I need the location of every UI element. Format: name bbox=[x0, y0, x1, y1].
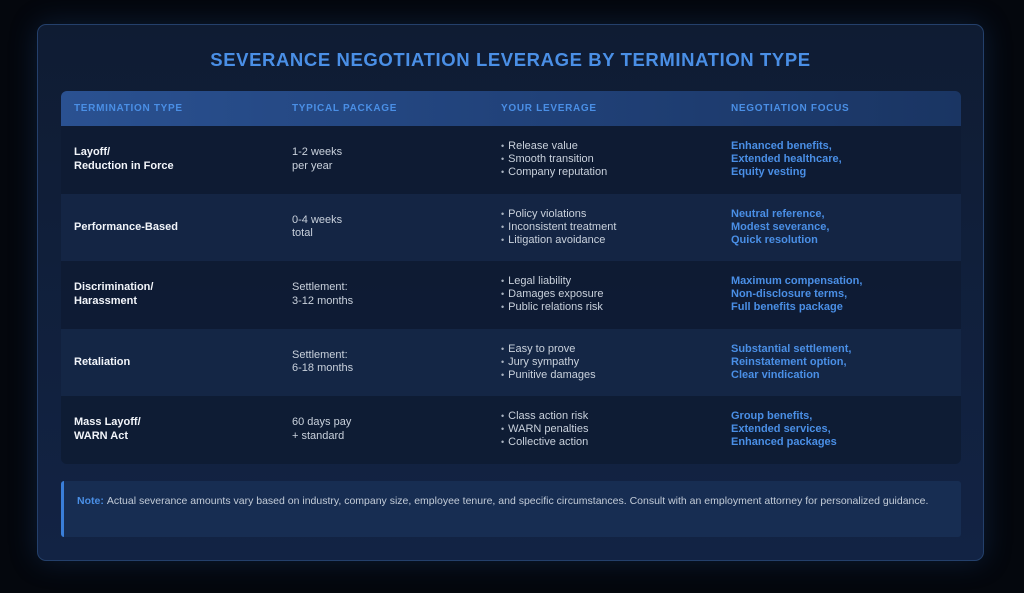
typical-package-cell bbox=[292, 416, 351, 443]
termination-type-cell-line: WARN Act bbox=[74, 429, 128, 442]
negotiation-focus-cell-line: Equity vesting bbox=[731, 166, 807, 179]
negotiation-focus-cell-line: Enhanced packages bbox=[731, 436, 837, 449]
typical-package-cell-line: per year bbox=[292, 159, 333, 172]
termination-type-cell bbox=[74, 356, 130, 370]
leverage-cell-line: • Easy to prove bbox=[501, 343, 596, 356]
leverage-cell-line: • Damages exposure bbox=[501, 288, 604, 301]
table-row bbox=[61, 126, 961, 194]
leverage-cell-line: • Release value bbox=[501, 140, 607, 153]
leverage-cell bbox=[501, 343, 596, 382]
leverage-cell-line: • Legal liability bbox=[501, 275, 604, 288]
negotiation-focus-cell-line: Extended services, bbox=[731, 423, 831, 436]
termination-type-cell-line: Performance-Based bbox=[74, 220, 178, 233]
table-row bbox=[61, 194, 961, 262]
disclaimer-note bbox=[61, 481, 961, 537]
typical-package-cell-line: + standard bbox=[292, 429, 345, 442]
column-header-typical-package: TYPICAL PACKAGE bbox=[292, 103, 398, 114]
negotiation-focus-cell bbox=[731, 140, 842, 179]
termination-type-cell-line: Harassment bbox=[74, 294, 137, 307]
negotiation-focus-cell-line: Clear vindication bbox=[731, 368, 820, 381]
column-header-your-leverage: YOUR LEVERAGE bbox=[501, 103, 597, 114]
negotiation-focus-cell-line: Full benefits package bbox=[731, 301, 843, 314]
termination-type-cell-line: Layoff/ bbox=[74, 146, 111, 159]
typical-package-cell-line: total bbox=[292, 227, 313, 240]
typical-package-cell bbox=[292, 146, 342, 173]
leverage-table bbox=[61, 91, 961, 464]
leverage-cell-line: • Smooth transition bbox=[501, 153, 607, 166]
termination-type-cell bbox=[74, 416, 141, 443]
negotiation-focus-cell-line: Modest severance, bbox=[731, 220, 830, 233]
negotiation-focus-cell-line: Non-disclosure terms, bbox=[731, 288, 848, 301]
column-header-termination-type: TERMINATION TYPE bbox=[74, 103, 183, 114]
typical-package-cell-line: 60 days pay bbox=[292, 416, 352, 429]
termination-type-cell-line: Mass Layoff/ bbox=[74, 416, 141, 429]
negotiation-focus-cell-line: Quick resolution bbox=[731, 233, 818, 246]
leverage-cell-line: • Inconsistent treatment bbox=[501, 221, 616, 234]
typical-package-cell-line: 1-2 weeks bbox=[292, 146, 343, 159]
typical-package-cell-line: 0-4 weeks bbox=[292, 213, 343, 226]
leverage-cell bbox=[501, 208, 616, 247]
note-label: Note: bbox=[77, 495, 104, 507]
table-row bbox=[61, 329, 961, 397]
leverage-cell bbox=[501, 410, 588, 449]
negotiation-focus-cell bbox=[731, 208, 829, 247]
termination-type-cell-line: Retaliation bbox=[74, 355, 131, 368]
note-text: Actual severance amounts vary based on industry, company size, employee tenure, and specific circumstances. Consult with an employment attorney for personalized guidance. bbox=[106, 495, 929, 507]
severance-card bbox=[37, 24, 984, 561]
leverage-cell-line: • Company reputation bbox=[501, 166, 607, 179]
page-title: SEVERANCE NEGOTIATION LEVERAGE BY TERMINATION TYPE bbox=[210, 49, 811, 70]
typical-package-cell-line: Settlement: bbox=[292, 281, 348, 294]
table-row bbox=[61, 261, 961, 329]
negotiation-focus-cell bbox=[731, 410, 837, 449]
typical-package-cell bbox=[292, 281, 353, 308]
negotiation-focus-cell-line: Group benefits, bbox=[731, 410, 813, 423]
table-row bbox=[61, 396, 961, 464]
negotiation-focus-cell-line: Reinstatement option, bbox=[731, 355, 847, 368]
termination-type-cell bbox=[74, 146, 174, 173]
column-header-negotiation-focus: NEGOTIATION FOCUS bbox=[731, 103, 850, 114]
termination-type-cell bbox=[74, 281, 153, 308]
negotiation-focus-cell-line: Maximum compensation, bbox=[731, 275, 863, 288]
leverage-cell-line: • Class action risk bbox=[501, 410, 588, 423]
leverage-cell-line: • Collective action bbox=[501, 436, 588, 449]
leverage-cell bbox=[501, 275, 604, 314]
termination-type-cell-line: Reduction in Force bbox=[74, 159, 174, 172]
negotiation-focus-cell-line: Extended healthcare, bbox=[731, 153, 842, 166]
leverage-cell-line: • Jury sympathy bbox=[501, 356, 596, 369]
negotiation-focus-cell bbox=[731, 275, 862, 314]
leverage-cell-line: • Punitive damages bbox=[501, 369, 596, 382]
termination-type-cell-line: Discrimination/ bbox=[74, 281, 154, 294]
typical-package-cell-line: Settlement: bbox=[292, 348, 348, 361]
table-header bbox=[61, 91, 961, 126]
typical-package-cell-line: 3-12 months bbox=[292, 294, 354, 307]
typical-package-cell bbox=[292, 214, 342, 241]
negotiation-focus-cell-line: Substantial settlement, bbox=[731, 342, 852, 355]
leverage-cell-line: • WARN penalties bbox=[501, 423, 588, 436]
typical-package-cell bbox=[292, 349, 353, 376]
leverage-cell-line: • Policy violations bbox=[501, 208, 616, 221]
negotiation-focus-cell-line: Neutral reference, bbox=[731, 207, 825, 220]
typical-package-cell-line: 6-18 months bbox=[292, 362, 354, 375]
leverage-cell-line: • Public relations risk bbox=[501, 301, 604, 314]
negotiation-focus-cell bbox=[731, 343, 851, 382]
termination-type-cell bbox=[74, 221, 178, 235]
negotiation-focus-cell-line: Enhanced benefits, bbox=[731, 140, 832, 153]
leverage-cell-line: • Litigation avoidance bbox=[501, 234, 616, 247]
table-body bbox=[61, 126, 961, 464]
leverage-cell bbox=[501, 140, 607, 179]
